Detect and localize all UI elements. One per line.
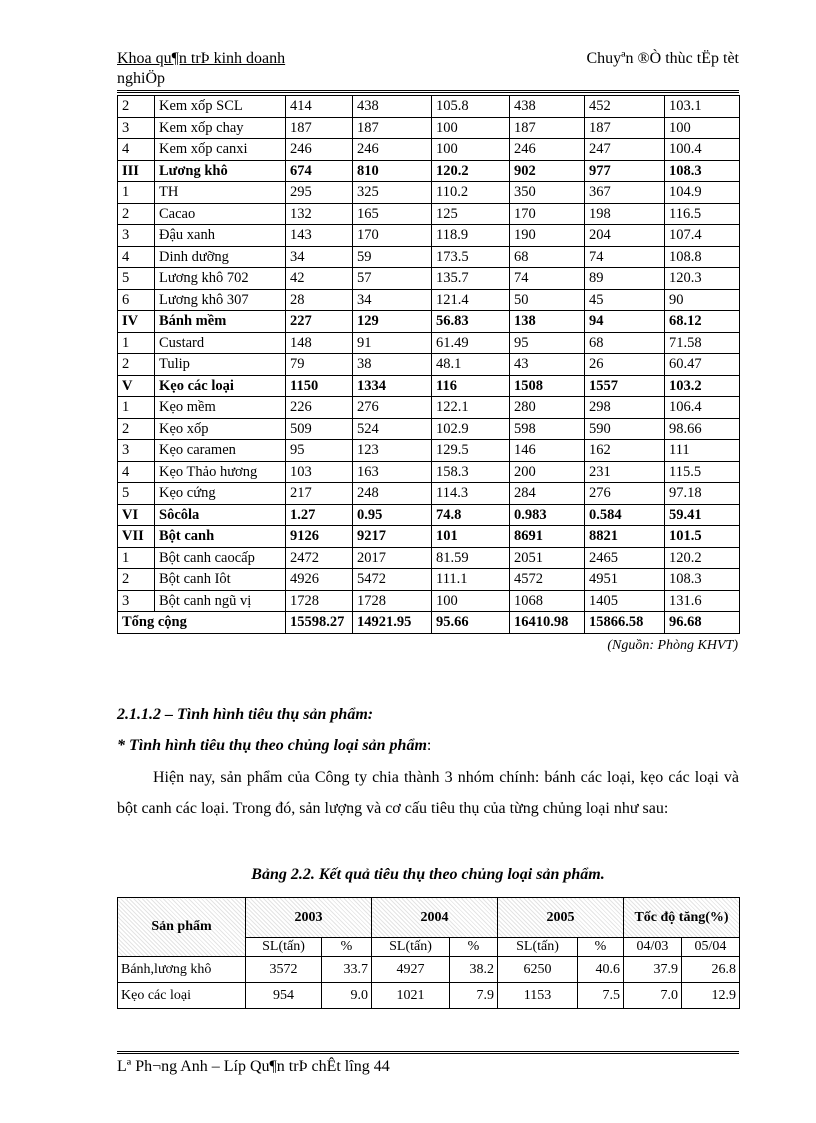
col-year-2005: 2005 [498,898,624,938]
table-cell-p2004: 7.9 [450,983,498,1009]
footer-rule [117,1051,739,1054]
table-cell-c2: 248 [353,483,432,505]
table-cell-sl2005: 6250 [498,957,578,983]
table-cell-c4: 95 [510,332,585,354]
table-cell-c5: 452 [585,96,665,118]
table-cell-no: V [118,375,155,397]
table-cell-c3: 125 [432,203,510,225]
table-cell-c1: 148 [286,332,353,354]
table-cell-c5: 1405 [585,590,665,612]
subheading-text: * Tình hình tiêu thụ theo chủng loại sản phẩm [117,737,427,754]
total-label: Tổng cộng [118,612,286,634]
table-row [118,182,740,204]
table-cell-c6: 104.9 [665,182,740,204]
table-cell-c1: 1.27 [286,504,353,526]
table-cell-no: 5 [118,483,155,505]
table-cell-no: 3 [118,225,155,247]
table-row [118,483,740,505]
table-cell-name: Lương khô 702 [155,268,286,290]
table-cell-c6: 108.8 [665,246,740,268]
table-cell-c5: 977 [585,160,665,182]
table-cell-c1: 28 [286,289,353,311]
table-cell-name: Đậu xanh [155,225,286,247]
table-row [118,289,740,311]
table-cell-g2: 12.9 [682,983,740,1009]
col-year-2004: 2004 [372,898,498,938]
table-cell-no: 6 [118,289,155,311]
table-cell-c4: 1068 [510,590,585,612]
table-cell-name: Kẹo các loại [118,983,246,1009]
table-row [118,160,740,182]
table-cell-name: TH [155,182,286,204]
table-cell-c5: 276 [585,483,665,505]
table-cell-c2: 59 [353,246,432,268]
table-cell-c2: 163 [353,461,432,483]
table-row [118,526,740,548]
table-cell-name: Kem xốp chay [155,117,286,139]
table-cell-c4: 246 [510,139,585,161]
table-cell-c3: 105.8 [432,96,510,118]
table-cell-name: Kẹo cứng [155,483,286,505]
table-cell-c2: 123 [353,440,432,462]
table-cell-c3: 101 [432,526,510,548]
table-cell-c2: 246 [353,139,432,161]
table-cell-name: Kẹo Thảo hương [155,461,286,483]
table-cell-c4: 43 [510,354,585,376]
table-cell-c3: 135.7 [432,268,510,290]
table-cell-c4: 8691 [510,526,585,548]
table-cell-c3: 48.1 [432,354,510,376]
table-cell-name: Kem xốp canxi [155,139,286,161]
table-cell-c1: 227 [286,311,353,333]
table-cell-c1: 132 [286,203,353,225]
table-cell-sl2003: 3572 [246,957,322,983]
table-cell-no: 1 [118,397,155,419]
production-table [117,95,740,634]
table-cell-no: 4 [118,139,155,161]
table-cell-name: Custard [155,332,286,354]
table-row [118,569,740,591]
table-cell-c1: 1150 [286,375,353,397]
table-cell-no: 2 [118,203,155,225]
table-cell-no: 3 [118,590,155,612]
consumption-table [117,897,740,1009]
table-cell-c5: 204 [585,225,665,247]
total-cell-c3: 95.66 [432,612,510,634]
table-row [118,418,740,440]
table-cell-no: 2 [118,418,155,440]
header-faculty: Khoa qu¶n trÞ kinh doanh [117,50,286,67]
table-cell-no: IV [118,311,155,333]
table-cell-c3: 102.9 [432,418,510,440]
table-cell-c4: 280 [510,397,585,419]
table-cell-name: Lương khô [155,160,286,182]
source-note: (Nguồn: Phòng KHVT) [607,638,738,653]
table-cell-c5: 231 [585,461,665,483]
total-row [118,612,740,634]
sub-sl-2005: SL(tấn) [498,938,578,957]
table-row [118,504,740,526]
table-row [118,983,740,1009]
sub-growth-0504: 05/04 [682,938,740,957]
table-cell-p2003: 9.0 [322,983,372,1009]
table-cell-c3: 100 [432,117,510,139]
table-cell-c6: 131.6 [665,590,740,612]
table-cell-name: Kem xốp SCL [155,96,286,118]
table-cell-c3: 114.3 [432,483,510,505]
table-row [118,311,740,333]
table-row [118,375,740,397]
table-cell-no: VII [118,526,155,548]
table-cell-c3: 116 [432,375,510,397]
table-cell-c6: 120.3 [665,268,740,290]
table-cell-no: 3 [118,440,155,462]
table-cell-c1: 2472 [286,547,353,569]
table-row [118,354,740,376]
table-cell-c1: 95 [286,440,353,462]
table-row [118,96,740,118]
table-cell-c4: 350 [510,182,585,204]
sub-pct-2004: % [450,938,498,957]
table-cell-c2: 165 [353,203,432,225]
table-cell-c4: 146 [510,440,585,462]
table-cell-c4: 902 [510,160,585,182]
table-cell-c6: 108.3 [665,160,740,182]
table-cell-no: 1 [118,182,155,204]
table-cell-c3: 122.1 [432,397,510,419]
table-cell-c1: 143 [286,225,353,247]
table-cell-c4: 200 [510,461,585,483]
table-row [118,332,740,354]
table-cell-c6: 106.4 [665,397,740,419]
table-cell-c5: 590 [585,418,665,440]
sub-pct-2005: % [578,938,624,957]
table-cell-name: Kẹo caramen [155,440,286,462]
sub-sl-2003: SL(tấn) [246,938,322,957]
table-cell-no: 5 [118,268,155,290]
table-cell-p2005: 40.6 [578,957,624,983]
table-cell-no: 2 [118,569,155,591]
table-cell-no: 3 [118,117,155,139]
table-cell-name: Sôcôla [155,504,286,526]
table-cell-c4: 284 [510,483,585,505]
table-row [118,139,740,161]
table-cell-c5: 74 [585,246,665,268]
table-cell-c2: 438 [353,96,432,118]
table-cell-c5: 89 [585,268,665,290]
table-cell-c1: 187 [286,117,353,139]
table-cell-no: III [118,160,155,182]
table-cell-c3: 129.5 [432,440,510,462]
table-cell-c2: 57 [353,268,432,290]
table-cell-g2: 26.8 [682,957,740,983]
table-cell-c6: 97.18 [665,483,740,505]
table-cell-c1: 79 [286,354,353,376]
table-cell-c6: 90 [665,289,740,311]
table-cell-c1: 103 [286,461,353,483]
table-cell-c3: 118.9 [432,225,510,247]
table-cell-name: Tulip [155,354,286,376]
col-product-header: Sản phẩm [118,898,246,957]
table-cell-c2: 1334 [353,375,432,397]
table-cell-g1: 7.0 [624,983,682,1009]
table-cell-c6: 98.66 [665,418,740,440]
table-cell-c1: 295 [286,182,353,204]
table-row [118,397,740,419]
table-cell-c5: 45 [585,289,665,311]
table-cell-c2: 129 [353,311,432,333]
table-cell-no: VI [118,504,155,526]
table-cell-c3: 81.59 [432,547,510,569]
section-subheading [117,737,431,755]
table-cell-name: Lương khô 307 [155,289,286,311]
section-heading: 2.1.1.2 – Tình hình tiêu thụ sản phẩm: [117,706,374,723]
table-cell-c4: 187 [510,117,585,139]
table-cell-c5: 1557 [585,375,665,397]
table-cell-c5: 298 [585,397,665,419]
total-cell-c2: 14921.95 [353,612,432,634]
table-cell-c5: 2465 [585,547,665,569]
table-cell-name: Bột canh caocấp [155,547,286,569]
table-cell-c2: 1728 [353,590,432,612]
total-cell-c4: 16410.98 [510,612,585,634]
table-cell-c1: 674 [286,160,353,182]
table-cell-no: 1 [118,547,155,569]
table-row [118,268,740,290]
table-row [118,461,740,483]
table-cell-no: 4 [118,246,155,268]
table-cell-c6: 103.1 [665,96,740,118]
table-row [118,117,740,139]
table-cell-c2: 38 [353,354,432,376]
table-cell-c4: 0.983 [510,504,585,526]
table-cell-name: Bánh,lương khô [118,957,246,983]
table-cell-no: 1 [118,332,155,354]
table-cell-c2: 91 [353,332,432,354]
table-cell-c3: 173.5 [432,246,510,268]
table-cell-c6: 116.5 [665,203,740,225]
table-cell-c3: 111.1 [432,569,510,591]
table-cell-c2: 187 [353,117,432,139]
table-cell-c1: 246 [286,139,353,161]
col-growth-header: Tốc độ tăng(%) [624,898,740,938]
table-cell-c2: 276 [353,397,432,419]
sub-sl-2004: SL(tấn) [372,938,450,957]
table-cell-c3: 121.4 [432,289,510,311]
table-cell-c3: 100 [432,590,510,612]
table-cell-c5: 26 [585,354,665,376]
table-cell-no: 2 [118,354,155,376]
table-cell-c2: 5472 [353,569,432,591]
table-cell-c4: 138 [510,311,585,333]
table-cell-c4: 50 [510,289,585,311]
intro-paragraph: Hiện nay, sản phẩm của Công ty chia thành 3 nhóm chính: bánh các loại, kẹo các loại và bột canh các loại. Trong đó, sản lượng và cơ cấu tiêu thụ của từng chủng loại như sau: [117,769,739,817]
table-cell-c4: 438 [510,96,585,118]
table-cell-c4: 1508 [510,375,585,397]
page-footer: Lª Ph¬ng Anh – Líp Qu¶n trÞ chÊt lîng 44 [117,1058,390,1075]
table-cell-c2: 9217 [353,526,432,548]
table-cell-c3: 100 [432,139,510,161]
table-cell-c4: 4572 [510,569,585,591]
table-cell-c1: 509 [286,418,353,440]
table-cell-c4: 2051 [510,547,585,569]
table-cell-c6: 107.4 [665,225,740,247]
table-cell-c6: 100 [665,117,740,139]
table-cell-c6: 120.2 [665,547,740,569]
table-cell-g1: 37.9 [624,957,682,983]
table-cell-c1: 9126 [286,526,353,548]
table-cell-name: Bột canh ngũ vị [155,590,286,612]
total-cell-c1: 15598.27 [286,612,353,634]
table-row [118,957,740,983]
table-cell-c3: 61.49 [432,332,510,354]
header-report-title-cont: nghiÖp [117,70,165,87]
table-cell-c2: 325 [353,182,432,204]
table-cell-c2: 810 [353,160,432,182]
header-report-title: Chuyªn ®Ò thùc tËp tèt [586,50,739,67]
subheading-colon: : [426,737,432,754]
table-cell-c2: 2017 [353,547,432,569]
table-cell-c2: 170 [353,225,432,247]
table-cell-c1: 226 [286,397,353,419]
table-cell-sl2003: 954 [246,983,322,1009]
table-cell-name: Bột canh Iôt [155,569,286,591]
table-cell-c5: 367 [585,182,665,204]
table-cell-c5: 198 [585,203,665,225]
table-cell-name: Bột canh [155,526,286,548]
table-cell-c6: 68.12 [665,311,740,333]
table-cell-c5: 94 [585,311,665,333]
table-cell-c2: 0.95 [353,504,432,526]
table-cell-c6: 60.47 [665,354,740,376]
table-cell-name: Cacao [155,203,286,225]
table-row [118,440,740,462]
table-cell-p2005: 7.5 [578,983,624,1009]
table-cell-no: 2 [118,96,155,118]
table-row [118,246,740,268]
table-cell-p2003: 33.7 [322,957,372,983]
table-cell-c1: 217 [286,483,353,505]
table-cell-c5: 247 [585,139,665,161]
table-cell-c5: 4951 [585,569,665,591]
table-cell-c4: 74 [510,268,585,290]
table-cell-c1: 34 [286,246,353,268]
col-year-2003: 2003 [246,898,372,938]
total-cell-c5: 15866.58 [585,612,665,634]
table-cell-c6: 71.58 [665,332,740,354]
table2-caption: Bảng 2.2. Kết quả tiêu thụ theo chủng loại sản phẩm. [251,866,605,883]
table-cell-c5: 162 [585,440,665,462]
table-cell-c2: 34 [353,289,432,311]
table-cell-c6: 101.5 [665,526,740,548]
total-cell-c6: 96.68 [665,612,740,634]
table-cell-c1: 1728 [286,590,353,612]
table-cell-p2004: 38.2 [450,957,498,983]
table-cell-c6: 115.5 [665,461,740,483]
table-row [118,225,740,247]
table-row [118,203,740,225]
table-cell-sl2005: 1153 [498,983,578,1009]
table-cell-c4: 190 [510,225,585,247]
table-cell-c6: 100.4 [665,139,740,161]
table-cell-c5: 8821 [585,526,665,548]
table-cell-name: Bánh mềm [155,311,286,333]
header-rule [117,90,739,93]
table-cell-c3: 110.2 [432,182,510,204]
table-cell-c6: 111 [665,440,740,462]
table-cell-c1: 414 [286,96,353,118]
table-cell-c5: 68 [585,332,665,354]
table-cell-name: Dinh dưỡng [155,246,286,268]
table-cell-c6: 108.3 [665,569,740,591]
table-cell-sl2004: 4927 [372,957,450,983]
table-cell-c6: 103.2 [665,375,740,397]
table-cell-sl2004: 1021 [372,983,450,1009]
table-cell-c4: 170 [510,203,585,225]
sub-growth-0403: 04/03 [624,938,682,957]
table-row [118,590,740,612]
table-cell-c1: 42 [286,268,353,290]
table-cell-c4: 68 [510,246,585,268]
table-cell-c3: 158.3 [432,461,510,483]
table-cell-c4: 598 [510,418,585,440]
table-cell-name: Kẹo xốp [155,418,286,440]
table-cell-c3: 56.83 [432,311,510,333]
table-cell-c2: 524 [353,418,432,440]
table-cell-c5: 187 [585,117,665,139]
table-cell-no: 4 [118,461,155,483]
table-cell-name: Kẹo các loại [155,375,286,397]
table-cell-c5: 0.584 [585,504,665,526]
table-row [118,547,740,569]
table-cell-name: Kẹo mềm [155,397,286,419]
table-cell-c1: 4926 [286,569,353,591]
table-cell-c3: 74.8 [432,504,510,526]
sub-pct-2003: % [322,938,372,957]
table-cell-c6: 59.41 [665,504,740,526]
table-cell-c3: 120.2 [432,160,510,182]
